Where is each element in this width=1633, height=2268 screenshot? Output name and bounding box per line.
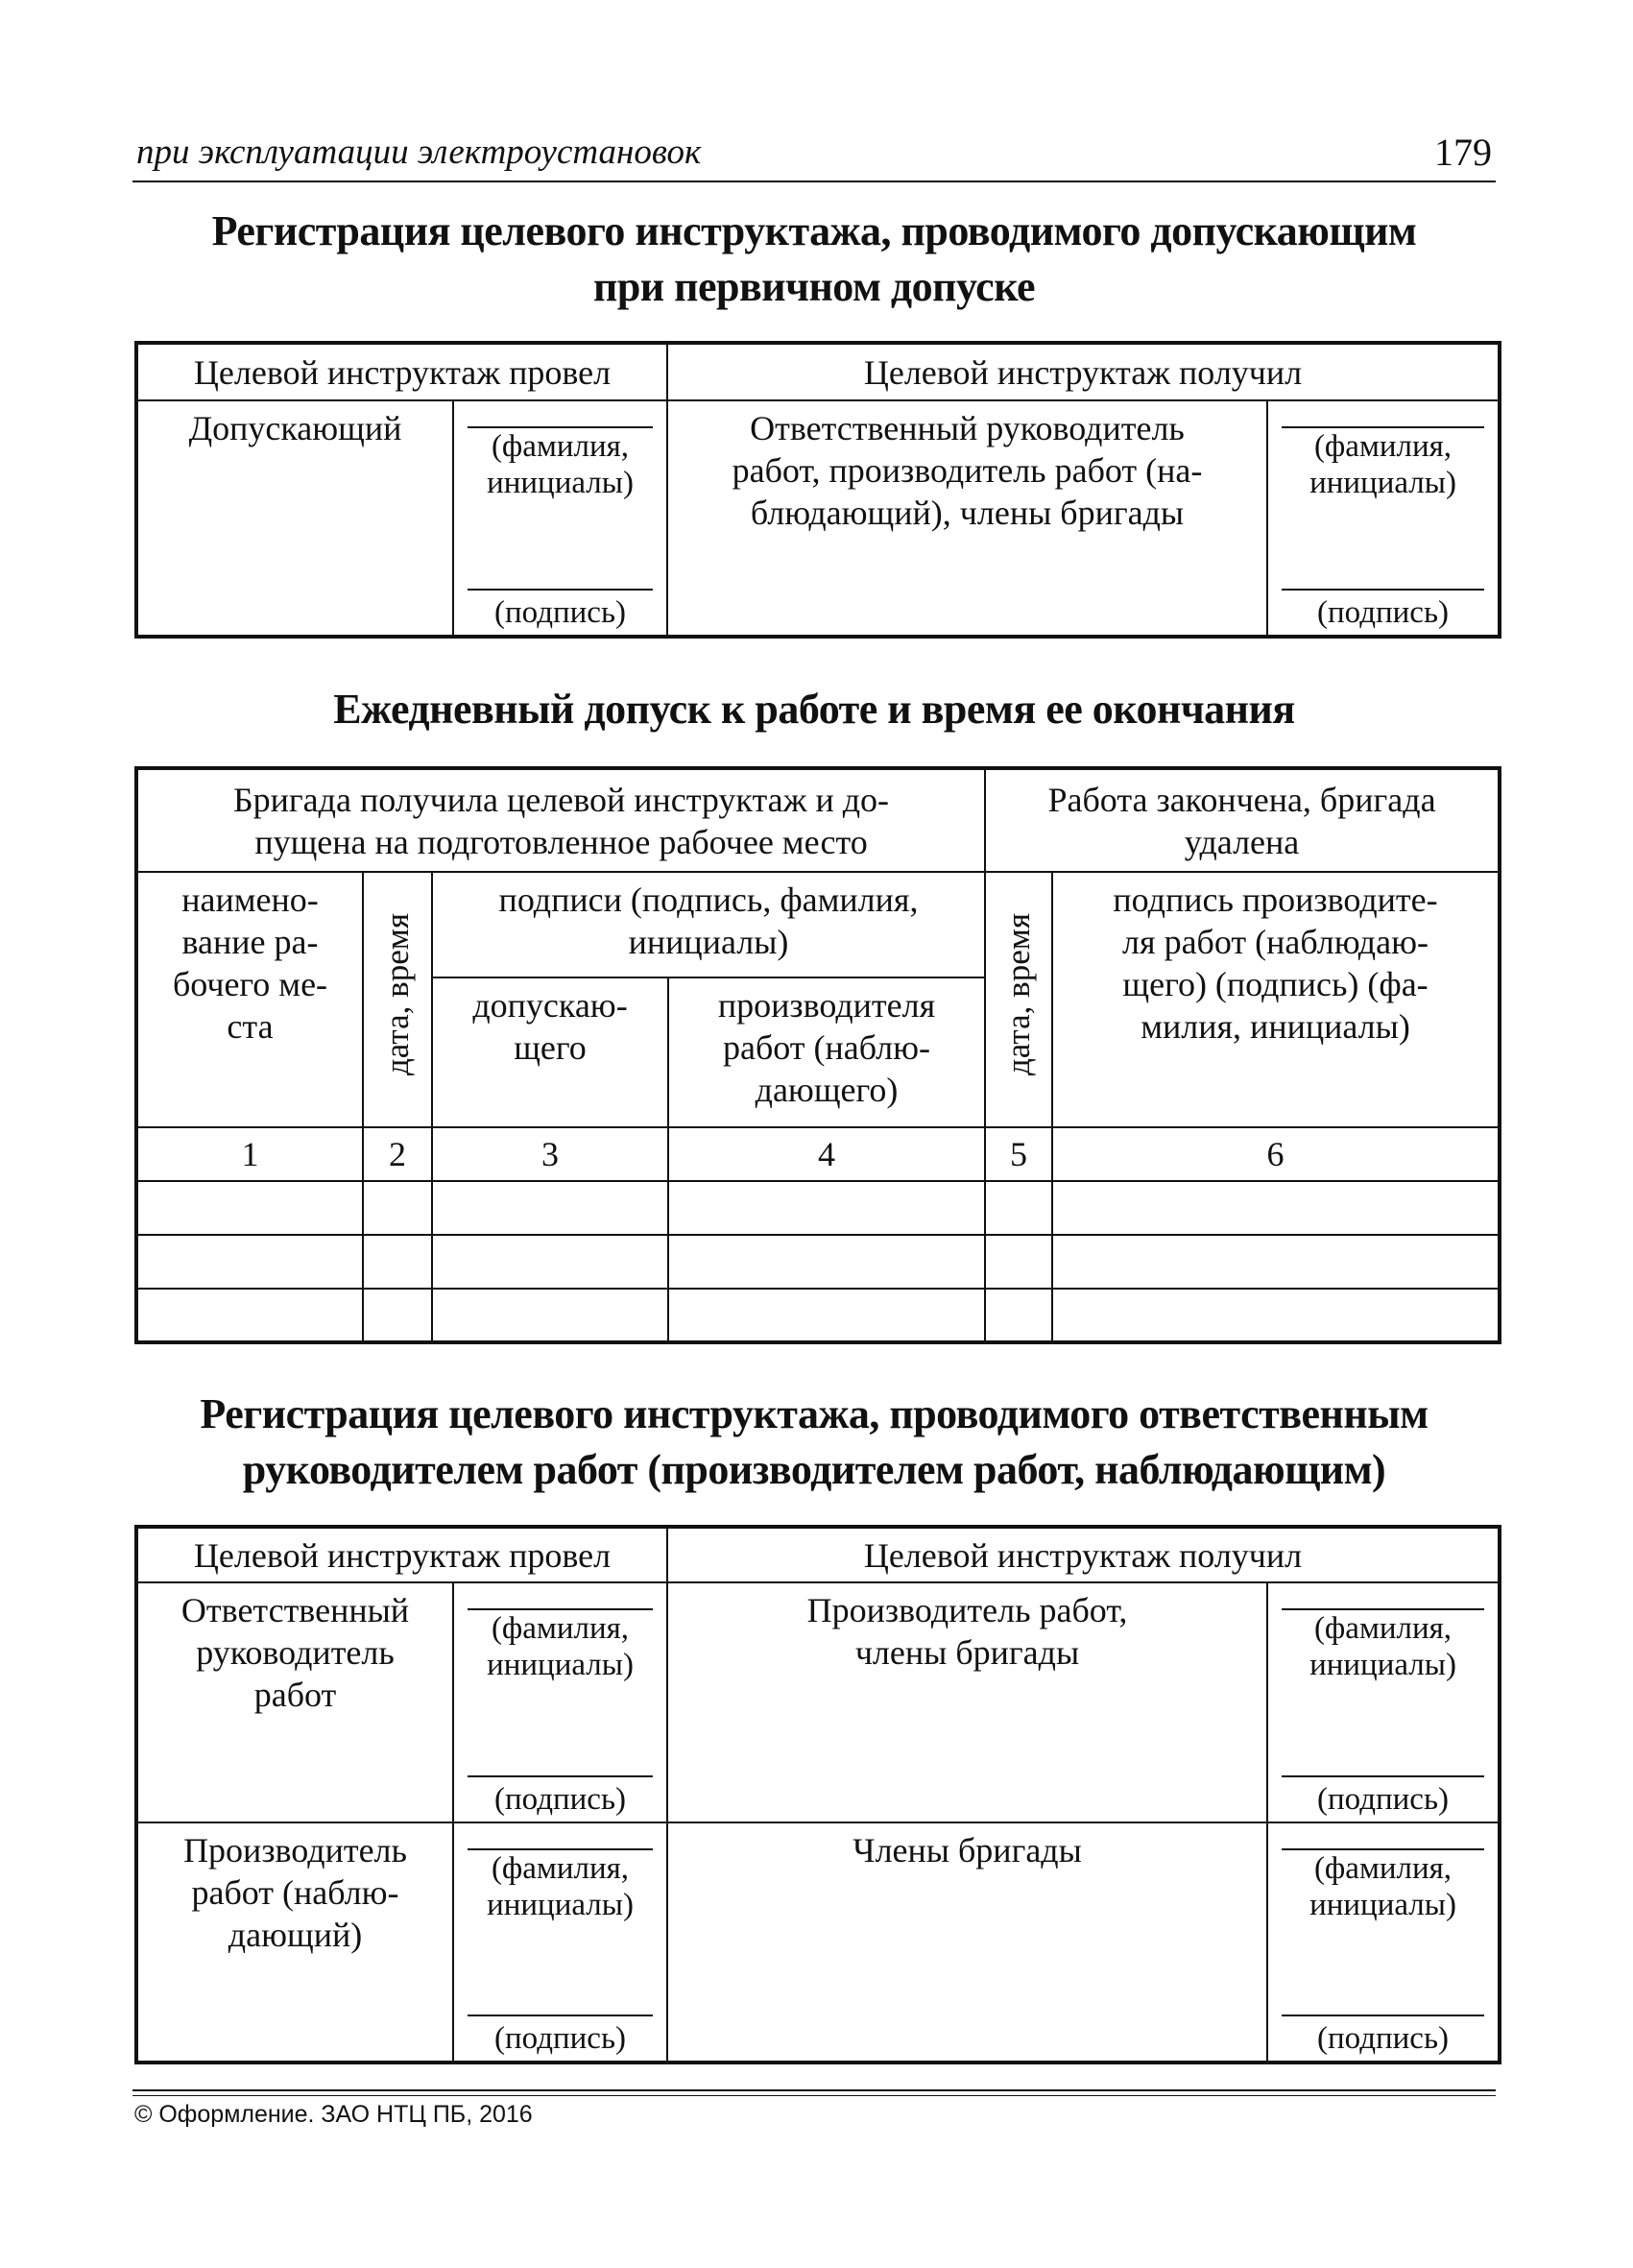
entry-cell[interactable] <box>363 1289 432 1342</box>
admitting-role-cell <box>136 400 453 637</box>
foreman-crew-signature-cell[interactable]: (фамилия, инициалы) (подпись) <box>1267 1582 1500 1822</box>
blank-entry-row[interactable] <box>136 1289 1500 1342</box>
col-header-conducted: Целевой инструктаж провел <box>136 1527 667 1582</box>
daily-admission-table <box>134 766 1501 1344</box>
col-header-admitting: допускаю- щего <box>432 977 668 1127</box>
foreman-and-crew-cell: Производитель работ, члены бригады <box>667 1582 1267 1822</box>
supervisor-role-cell: Ответственный руководитель работ <box>136 1582 453 1822</box>
supervisor-signature-cell[interactable]: (фамилия, инициалы) (подпись) <box>453 1582 667 1822</box>
signature-line <box>468 2015 653 2016</box>
page-number: 179 <box>1434 131 1492 174</box>
entry-cell[interactable] <box>136 1235 363 1289</box>
signature-hint: (подпись) <box>1317 2021 1449 2056</box>
blank-entry-row[interactable] <box>136 1235 1500 1289</box>
col-header-foreman: производителя работ (наблю- дающего) <box>668 977 985 1127</box>
signature-line <box>1282 589 1484 591</box>
crew-signature-cell[interactable]: (фамилия, инициалы) (подпись) <box>1267 1822 1500 2063</box>
entry-cell[interactable] <box>1052 1181 1500 1235</box>
signature-line <box>1282 1775 1484 1777</box>
supervisor-briefing-table <box>134 1525 1501 2064</box>
entry-cell[interactable] <box>432 1235 668 1289</box>
initial-briefing-table <box>134 341 1501 639</box>
page-header <box>132 125 1496 182</box>
entry-cell[interactable] <box>668 1235 985 1289</box>
entry-cell[interactable] <box>985 1235 1052 1289</box>
group-header-finished: Работа закончена, бригада удалена <box>985 768 1500 872</box>
foreman-signature-cell[interactable]: (фамилия, инициалы) (подпись) <box>453 1822 667 2063</box>
entry-cell[interactable] <box>668 1181 985 1235</box>
signature-line <box>468 589 653 591</box>
recipients-signature-cell[interactable]: (фамилия, инициалы) (подпись) <box>1267 400 1500 637</box>
group-header-admitted: Бригада получила целевой инструктаж и до- пущена на подготовленное рабочее место <box>136 768 985 872</box>
copyright-note: © Оформление. ЗАО НТЦ ПБ, 2016 <box>134 2101 533 2128</box>
recipients-role-cell <box>667 400 1267 637</box>
entry-cell[interactable] <box>1052 1289 1500 1342</box>
column-number: 5 <box>985 1127 1052 1181</box>
footer-rule <box>132 2089 1496 2091</box>
column-number: 3 <box>432 1127 668 1181</box>
col-header-workplace: наимено- вание ра- бочего ме- ста <box>136 872 363 1127</box>
crew-cell: Члены бригады <box>667 1822 1267 2063</box>
col-header-signatures: подписи (подпись, фамилия, инициалы) <box>432 872 985 977</box>
entry-cell[interactable] <box>136 1289 363 1342</box>
col-header-datetime-start: дата, время <box>363 872 432 1127</box>
entry-cell[interactable] <box>363 1235 432 1289</box>
entry-cell[interactable] <box>432 1289 668 1342</box>
entry-cell[interactable] <box>136 1181 363 1235</box>
running-title: при эксплуатации электроустановок <box>136 133 702 172</box>
column-number: 6 <box>1052 1127 1500 1181</box>
blank-entry-row[interactable] <box>136 1181 1500 1235</box>
col-header-received: Целевой инструктаж получил <box>667 1527 1500 1582</box>
signature-line <box>1282 2015 1484 2016</box>
col-header-end-signature: подпись производите- ля работ (наблюдаю- щего) (подпись) (фа- милия, инициалы) <box>1052 872 1500 1127</box>
section3-title: Регистрация целевого инструктажа, проводимого ответственным руководителем работ (производителем работ, наблюдающим) <box>200 1390 1429 1493</box>
column-numbers-row <box>136 1127 1500 1181</box>
column-number: 2 <box>363 1127 432 1181</box>
col-header-datetime-end: дата, время <box>985 872 1052 1127</box>
col-header-conducted: Целевой инструктаж провел <box>136 343 667 400</box>
entry-cell[interactable] <box>1052 1235 1500 1289</box>
admitting-signature-cell[interactable]: (фамилия, инициалы) (подпись) <box>453 400 667 637</box>
entry-cell[interactable] <box>985 1289 1052 1342</box>
section2-title: Ежедневный допуск к работе и время ее окончания <box>333 686 1295 733</box>
signature-line <box>468 1775 653 1777</box>
section1-title: Регистрация целевого инструктажа, проводимого допускающим при первичном допуске <box>211 207 1417 310</box>
signature-hint: (подпись) <box>1317 595 1449 630</box>
foreman-role-cell: Производитель работ (наблю- дающий) <box>136 1822 453 2063</box>
col-header-received: Целевой инструктаж получил <box>667 343 1500 400</box>
entry-cell[interactable] <box>668 1289 985 1342</box>
entry-cell[interactable] <box>985 1181 1052 1235</box>
recipients-role-label: Ответственный руководитель работ, производитель работ (на- блюдающий), члены бригады <box>732 409 1203 532</box>
signature-hint: (подпись) <box>494 595 626 630</box>
column-number: 4 <box>668 1127 985 1181</box>
signature-hint: (подпись) <box>494 1782 626 1817</box>
entry-cell[interactable] <box>432 1181 668 1235</box>
entry-cell[interactable] <box>363 1181 432 1235</box>
signature-hint: (подпись) <box>1317 1782 1449 1817</box>
admitting-role-label: Допускающий <box>188 409 402 447</box>
column-number: 1 <box>136 1127 363 1181</box>
footer-rule-thin <box>132 2095 1496 2096</box>
signature-hint: (подпись) <box>494 2021 626 2056</box>
